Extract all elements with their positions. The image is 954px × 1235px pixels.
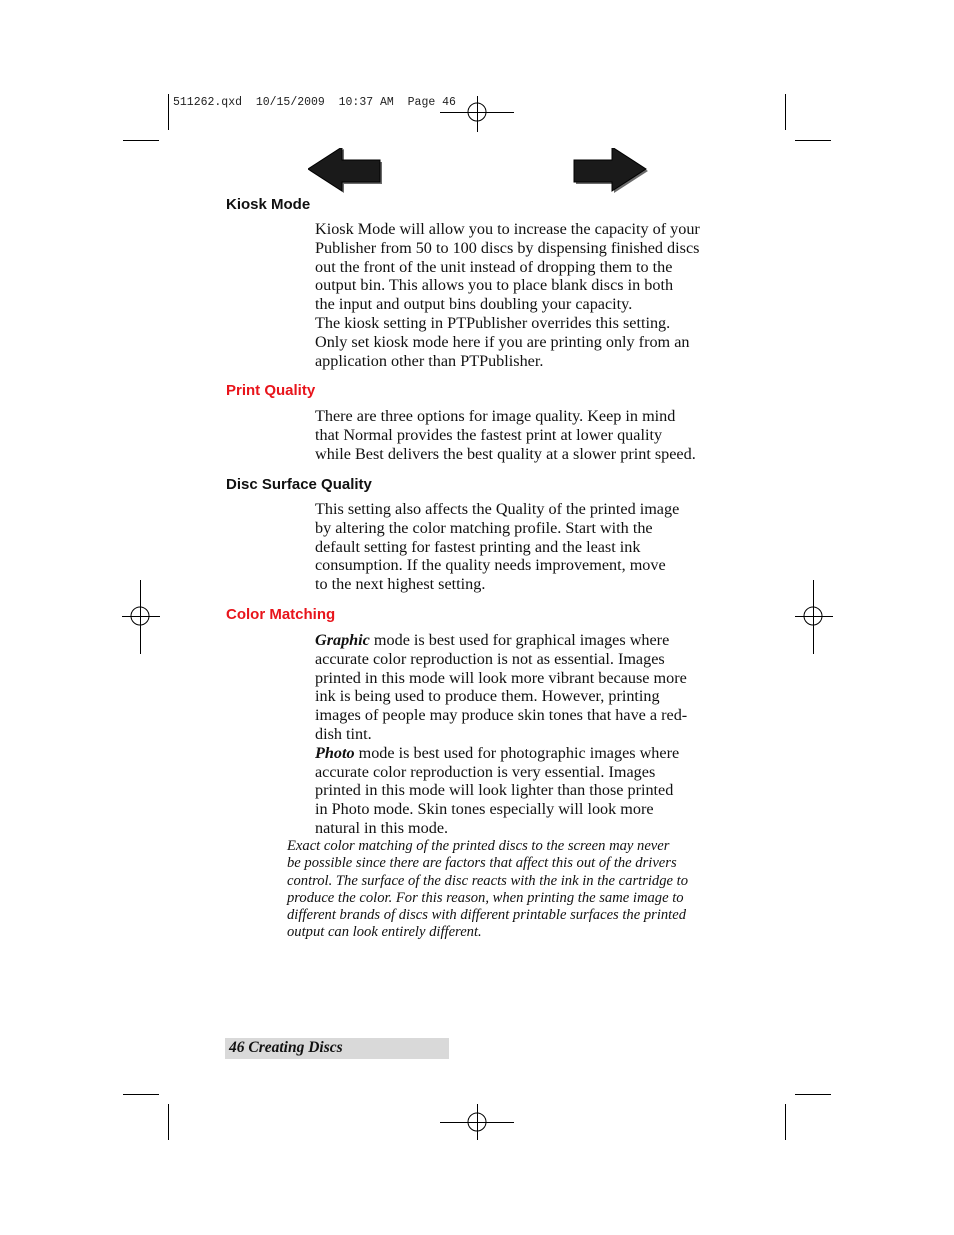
text-line: by altering the color matching profile. Start with the — [315, 518, 653, 537]
note-line: output can look entirely different. — [287, 924, 482, 941]
text-line: accurate color reproduction is very essential. Images — [315, 762, 656, 781]
kiosk-mode-heading: Kiosk Mode — [226, 196, 311, 213]
footer-section-title: Creating Discs — [248, 1039, 343, 1056]
text-span: mode is best used for graphical images where — [369, 631, 670, 649]
text-line: Kiosk Mode will allow you to increase the capacity of your — [315, 220, 700, 238]
registration-mark-icon — [801, 604, 825, 628]
crop-mark — [795, 140, 831, 141]
print-quality-text — [315, 407, 735, 463]
text-line: application other than PTPublisher. — [315, 351, 544, 370]
print-quality-heading: Print Quality — [226, 382, 316, 399]
slug-line: 511262.qxd 10/15/2009 10:37 AM Page 46 — [173, 96, 456, 109]
text-line: There are three options for image quality. Keep in mind — [315, 407, 676, 425]
kiosk-mode-text — [315, 220, 735, 370]
crop-mark — [123, 140, 159, 141]
color-matching-text — [315, 631, 735, 838]
photo-term: Photo — [315, 743, 355, 762]
crop-mark — [123, 1094, 159, 1095]
note-line: control. The surface of the disc reacts with the ink in the cartridge to — [287, 872, 688, 889]
text-line: This setting also affects the Quality of the printed image — [315, 500, 680, 518]
page-number: 46 — [229, 1039, 245, 1056]
text-line: printed in this mode will look lighter than those printed — [315, 781, 674, 800]
registration-mark-icon — [128, 604, 152, 628]
graphic-term: Graphic — [315, 631, 370, 649]
registration-mark-icon — [465, 1110, 489, 1134]
text-line: Publisher from 50 to 100 discs by dispensing finished discs — [315, 238, 700, 257]
right-arrow-icon[interactable] — [572, 148, 650, 194]
registration-mark-icon — [465, 100, 489, 124]
text-line: The kiosk setting in PTPublisher overrides this setting. — [315, 313, 671, 332]
crop-mark — [785, 94, 786, 130]
text-line: ink is being used to produce them. However, printing — [315, 687, 660, 706]
text-line: to the next highest setting. — [315, 575, 486, 594]
text-line: printed in this mode will look more vibrant because more — [315, 668, 687, 687]
text-line: the input and output bins doubling your capacity. — [315, 295, 633, 314]
text-line — [315, 631, 735, 650]
crop-mark — [795, 1094, 831, 1095]
text-line: that Normal provides the fastest print at lower quality — [315, 425, 663, 444]
note-line: produce the color. For this reason, when printing the same image to — [287, 889, 684, 906]
text-line: while Best delivers the best quality at a slower print speed. — [315, 444, 696, 463]
text-span: mode is best used for photographic images where — [354, 743, 680, 762]
crop-mark — [168, 1104, 169, 1140]
disc-surface-quality-heading: Disc Surface Quality — [226, 476, 372, 493]
color-matching-heading: Color Matching — [226, 606, 336, 623]
text-line: consumption. If the quality needs improvement, move — [315, 556, 666, 575]
note-line: Exact color matching of the printed discs to the screen may never — [287, 838, 670, 854]
crop-mark — [785, 1104, 786, 1140]
text-line: output bin. This allows you to place blank discs in both — [315, 276, 674, 295]
disc-surface-quality-text — [315, 500, 735, 594]
text-line: Only set kiosk mode here if you are printing only from an — [315, 332, 690, 351]
text-line: in Photo mode. Skin tones especially will look more — [315, 800, 654, 819]
text-line: default setting for fastest printing and the least ink — [315, 537, 641, 556]
crop-mark — [168, 94, 169, 130]
text-line — [315, 744, 735, 763]
left-arrow-icon[interactable] — [308, 148, 384, 194]
note-line: different brands of discs with different printable surfaces the printed — [287, 907, 687, 924]
text-line: accurate color reproduction is not as essential. Images — [315, 649, 665, 668]
text-line: natural in this mode. — [315, 818, 449, 837]
page-footer — [229, 1039, 343, 1057]
text-line: dish tint. — [315, 724, 372, 743]
note-line: be possible since there are factors that affect this out of the drivers — [287, 855, 677, 872]
color-matching-note — [287, 838, 727, 942]
text-line: out the front of the unit instead of dropping them to the — [315, 257, 673, 276]
text-line: images of people may produce skin tones that have a red- — [315, 706, 688, 725]
